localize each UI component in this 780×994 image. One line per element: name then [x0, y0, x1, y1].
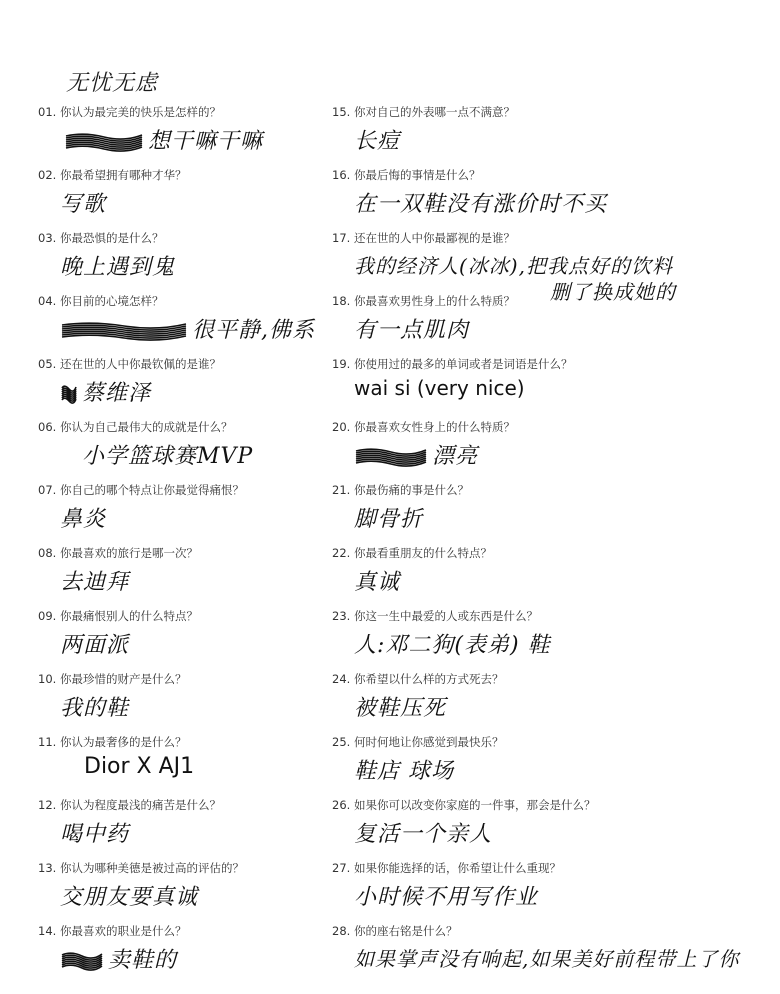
answer-text: 两面派 — [60, 633, 130, 658]
handwritten-answer — [60, 250, 175, 281]
scribble-strike — [354, 447, 428, 467]
handwritten-answer — [82, 439, 253, 470]
question-label: 02. 你最希望拥有哪种才华？ — [38, 168, 187, 182]
page-title: 无忧无虑 — [66, 71, 159, 96]
handwritten-answer — [354, 124, 400, 155]
handwritten-answer — [60, 187, 106, 218]
question-label: 10. 你最珍惜的财产是什么？ — [38, 672, 187, 686]
question-label: 05. 还在世的人中你最钦佩的是谁？ — [38, 357, 221, 371]
scribble-strike — [60, 951, 104, 971]
answer-text: 鼻炎 — [60, 507, 107, 532]
scribble-strike — [60, 321, 188, 341]
handwritten-answer — [60, 376, 151, 407]
handwritten-answer-continued: 删了换成她的 — [550, 280, 676, 304]
question-label: 18. 你最喜欢男性身上的什么特质？ — [332, 294, 515, 308]
answer-text: 晚上遇到鬼 — [60, 255, 176, 280]
answer-text: 有一点肌肉 — [354, 318, 470, 343]
question-label: 15. 你对自己的外表哪一点不满意？ — [332, 105, 515, 119]
question-label: 21. 你最伤痛的事是什么？ — [332, 483, 469, 497]
answer-text: 被鞋压死 — [354, 696, 447, 721]
handwritten-answer — [354, 691, 446, 722]
handwritten-answer — [60, 628, 129, 659]
question-label: 28. 你的座右铭是什么？ — [332, 924, 458, 938]
answer-text: 写歌 — [60, 192, 107, 217]
answer-text: 蔡维泽 — [82, 381, 152, 406]
handwritten-answer — [60, 502, 106, 533]
handwritten-answer — [354, 754, 454, 785]
question-label: 08. 你最喜欢的旅行是哪一次？ — [38, 546, 198, 560]
answer-text: 真诚 — [354, 570, 401, 595]
question-label: 01. 你认为最完美的快乐是怎样的？ — [38, 105, 221, 119]
answer-text: 在一双鞋没有涨价时不买 — [354, 192, 608, 217]
handwritten-answer — [60, 943, 177, 974]
question-label: 04. 你目前的心境怎样？ — [38, 294, 164, 308]
handwritten-answer — [60, 691, 129, 722]
handwritten-answer — [60, 565, 129, 596]
question-label: 17. 还在世的人中你最鄙视的是谁？ — [332, 231, 515, 245]
answer-text: 我的鞋 — [60, 696, 130, 721]
handwritten-answer — [354, 817, 492, 848]
scribble-strike — [60, 384, 78, 404]
answer-text: 想干嘛干嘛 — [148, 129, 264, 154]
handwritten-answer — [354, 880, 538, 911]
handwritten-answer — [354, 943, 739, 972]
question-label: 22. 你最看重朋友的什么特点？ — [332, 546, 492, 560]
answer-text: 人:邓二狗(表弟) 鞋 — [354, 633, 551, 658]
question-label: 24. 你希望以什么样的方式死去？ — [332, 672, 504, 686]
answer-text: wai si (very nice) — [354, 376, 525, 400]
answer-text: 我的经济人(冰冰),把我点好的饮料 — [354, 254, 673, 278]
question-label: 07. 你自己的哪个特点让你最觉得痛恨？ — [38, 483, 244, 497]
handwritten-answer — [354, 502, 423, 533]
question-label: 23. 你这一生中最爱的人或东西是什么？ — [332, 609, 538, 623]
handwritten-answer — [354, 628, 551, 659]
handwritten-answer — [84, 754, 194, 779]
question-label: 03. 你最恐惧的是什么？ — [38, 231, 164, 245]
question-label: 27. 如果你能选择的话，你希望让什么重现？ — [332, 861, 561, 875]
handwritten-answer — [354, 187, 607, 218]
answer-text: 卖鞋的 — [108, 948, 178, 973]
answer-text: Dior X AJ1 — [84, 754, 195, 779]
answer-text: 小学篮球赛MVP — [82, 444, 254, 469]
answer-text: 小时候不用写作业 — [354, 885, 539, 910]
question-label: 06. 你认为自己最伟大的成就是什么？ — [38, 420, 233, 434]
question-label: 13. 你认为哪种美德是被过高的评估的？ — [38, 861, 244, 875]
question-label: 16. 你最后悔的事情是什么？ — [332, 168, 481, 182]
answer-text: 漂亮 — [432, 444, 479, 469]
handwritten-answer — [64, 124, 263, 155]
question-label: 09. 你最痛恨别人的什么特点？ — [38, 609, 198, 623]
question-label: 26. 如果你可以改变你家庭的一件事，那会是什么？ — [332, 798, 596, 812]
answer-text: 鞋店 球场 — [354, 759, 454, 784]
question-label: 20. 你最喜欢女性身上的什么特质？ — [332, 420, 515, 434]
handwritten-answer — [354, 250, 673, 279]
answer-text: 去迪拜 — [60, 570, 130, 595]
answer-text: 喝中药 — [60, 822, 130, 847]
scribble-strike — [64, 132, 144, 152]
answer-text: 长痘 — [354, 129, 401, 154]
handwritten-answer — [354, 313, 469, 344]
handwritten-answer — [354, 565, 400, 596]
answer-text: 很平静,佛系 — [192, 318, 315, 343]
answer-text: 交朋友要真诚 — [60, 885, 199, 910]
question-label: 12. 你认为程度最浅的痛苦是什么？ — [38, 798, 221, 812]
handwritten-answer — [354, 439, 478, 470]
answer-text: 脚骨折 — [354, 507, 424, 532]
handwritten-answer — [60, 817, 129, 848]
handwritten-answer — [60, 313, 315, 344]
handwritten-answer — [354, 376, 525, 400]
question-label: 11. 你认为最奢侈的是什么？ — [38, 735, 187, 749]
question-label: 25. 何时何地让你感觉到最快乐？ — [332, 735, 504, 749]
answer-text: 如果掌声没有响起,如果美好前程带上了你 — [354, 947, 740, 971]
question-label: 19. 你使用过的最多的单词或者是词语是什么？ — [332, 357, 573, 371]
handwritten-answer — [60, 880, 198, 911]
answer-text: 复活一个亲人 — [354, 822, 493, 847]
question-label: 14. 你最喜欢的职业是什么？ — [38, 924, 187, 938]
